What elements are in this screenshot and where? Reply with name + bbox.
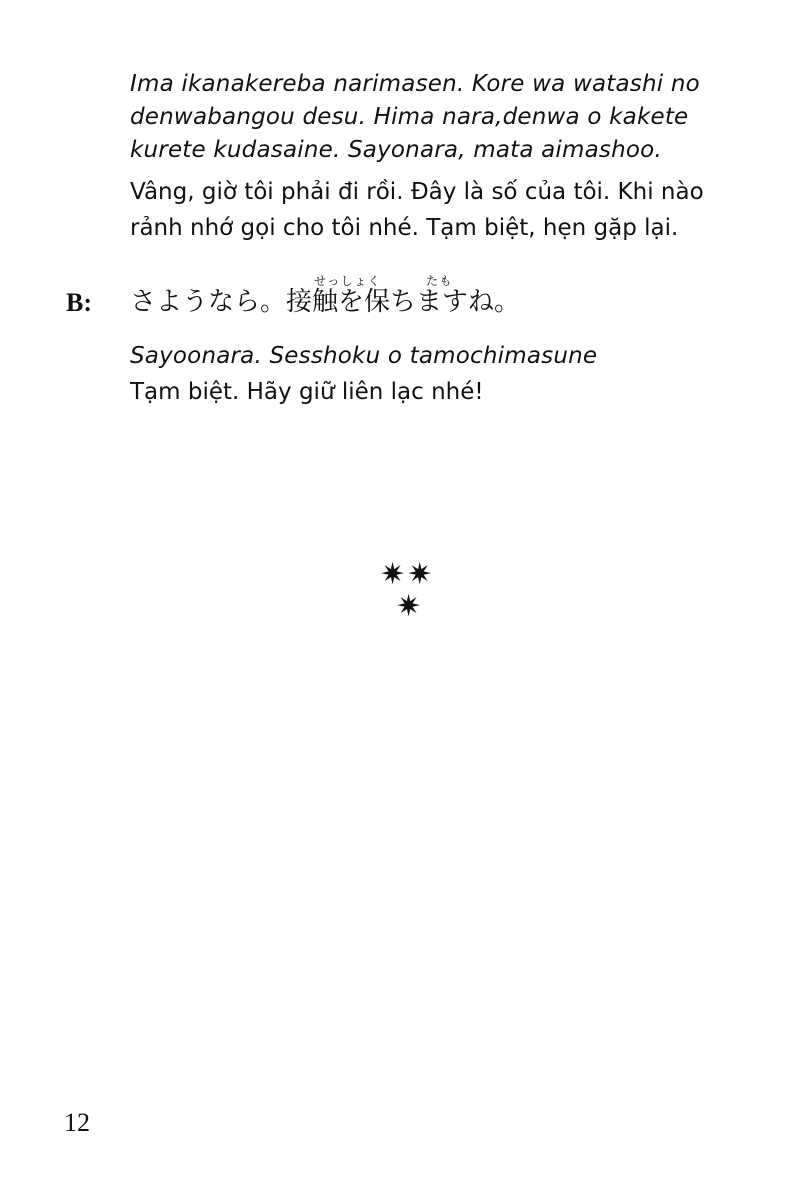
vietnamese-line: rảnh nhớ gọi cho tôi nhé. Tạm biệt, hẹn gặp lại. bbox=[130, 215, 679, 241]
romaji-line: kurete kudasaine. Sayonara, mata aimashoo. bbox=[130, 137, 662, 163]
romaji-line: Ima ikanakereba narimasen. Kore wa watashi no bbox=[130, 71, 700, 97]
japanese-sentence: さようなら。接触を保ちますね。 bbox=[130, 287, 521, 317]
romaji-line: denwabangou desu. Hima nara,denwa o kakete bbox=[130, 104, 689, 130]
vietnamese-line: Vâng, giờ tôi phải đi rồi. Đây là số của tôi. Khi nào bbox=[130, 179, 704, 205]
speaker-label: B: bbox=[66, 288, 92, 317]
furigana-tamo: たも bbox=[426, 274, 454, 288]
vietnamese-line: Tạm biệt. Hãy giữ liên lạc nhé! bbox=[130, 379, 484, 405]
page-number: 12 bbox=[64, 1108, 90, 1137]
furigana-sesshoku: せっしょく bbox=[314, 274, 382, 288]
section-divider-ornament-bottom: ✷ bbox=[396, 589, 422, 624]
romaji-line: Sayoonara. Sesshoku o tamochimasune bbox=[130, 343, 598, 369]
section-divider-ornament-top: ✷✷ bbox=[380, 557, 435, 592]
